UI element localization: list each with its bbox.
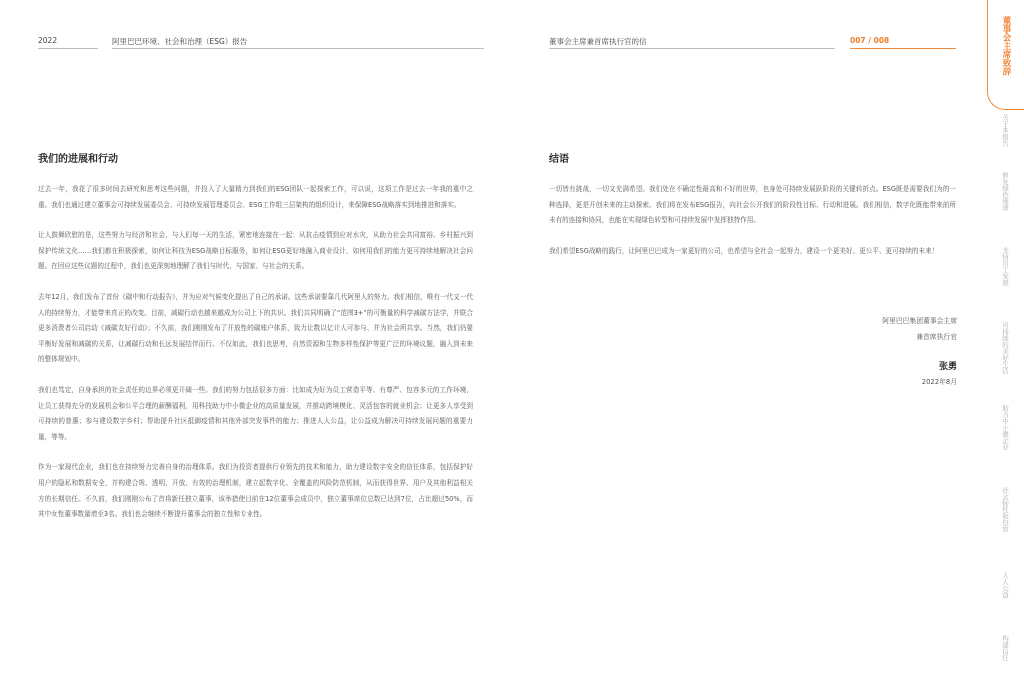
section-title: 董事会主席兼首席执行官的信 xyxy=(549,37,647,46)
header-rule-left-2 xyxy=(112,48,484,49)
side-nav xyxy=(987,0,1024,695)
side-nav-item-sustainable-life[interactable]: 可持续的美好生活 xyxy=(1001,322,1009,374)
side-nav-item-chairman-letter[interactable]: 董事会主席致辞 xyxy=(1001,16,1011,76)
side-nav-item-public-welfare[interactable]: 人人公益 xyxy=(1001,572,1009,598)
side-nav-item-green-earth[interactable]: 修复绿色地球 xyxy=(1001,172,1009,211)
side-nav-item-smb-support[interactable]: 助力中小微企业 xyxy=(1001,405,1009,451)
paragraph: 我们也笃定，自身承担的社会责任的边界必须更开阔一些。我们的努力包括很多方面：比如成为好为员工营造平等、有尊严、包容多元的工作环境，让员工获得充分的发展机会和公平合理的薪酬福利，用科技助力中小微企业的高质量发展，并推动跨境模化、灵活包容的就业机会；让更多人享受到可持续的普惠；参与建设数字乡村；帮助提升社区抵御疫情和其他外部突发事件的能力；推进人人公益，让公益成为解决可持续发展问题的重要力量，等等。 xyxy=(38,385,473,441)
right-column xyxy=(549,150,956,274)
signature-date: 2022年8月 xyxy=(921,378,957,386)
signature-organization: 阿里巴巴集团董事会主席 xyxy=(882,317,957,325)
report-title: 阿里巴巴环境、社会和治理（ESG）报告 xyxy=(112,37,248,46)
side-nav-item-build-trust[interactable]: 构建信任 xyxy=(1001,635,1009,661)
header-rule-left-1 xyxy=(38,48,98,49)
paragraph: 让人鼓舞欣慰的是，这些努力与经济和社会，与人们每一天的生活，紧密地连接在一起：从抗击疫情到应对水灾，从助力社会共同富裕、乡村振兴到保护传统文化……我们都在积极探索，如何让科技为ESG战略目标服务，如何让ESG更好地融入商业设计，如何用我们的能力更可持续地解决社会问题。在回应这些议题的过程中，我们也更深刻地理解了我们与时代、与国家、与社会的关系。 xyxy=(38,231,473,271)
report-year: 2022 xyxy=(38,36,58,45)
side-nav-item-about-report[interactable]: 关于本报告 xyxy=(1001,114,1009,147)
paragraph: 一切皆有挑战，一切又充满希望。我们处在不确定性最高和不好的世界，也身处可持续发展跃阶段的关键转折点。ESG既是需要我们为的一种选择，更是开创未来的主动探索。我们将在发布ESG报告，向社会公开我们的阶段性目标、行动和进展。我们相信，数字化既能带来前所未有的连接和协同，也能在实现绿色转型和可持续发展中发挥独特作用。 xyxy=(549,185,956,225)
signature-name: 张勇 xyxy=(938,362,957,372)
paragraph: 去年12月，我们发布了首份《碳中和行动报告》，并为应对气候变化提出了自己的承诺。这些承诺要靠几代阿里人的努力。我们相信，唯有一代又一代人的持续努力，才能带来真正的改变。目前，减碳行动也越来越成为公司上下的共识。我们共同明确了“范围3+”的可衡量的科学减碳方法学，并联合更多消费者公司启动《减碳友好行动》；不久前，我们刚刚发布了开放性的碳账户体系，致力让数以亿计人可参与、并为社会所共享。当然，我们仍要平衡好发展和减碳的关系，让减碳行动和长远发展结伴而行。不仅如此，我们也思考，自然资源和生物多样性保护等更广泛的环境议题，融入到未来的整体规划中。 xyxy=(38,292,473,364)
side-nav-item-employee-development[interactable]: 支持员工发展 xyxy=(1001,247,1009,286)
progress-heading: 我们的进展和行动 xyxy=(38,154,118,165)
paragraph: 作为一家现代企业，我们也在持续努力完善自身的治理体系。我们为投资者提供行业领先的技术和能力，助力建设数字安全的信任体系，包括保护好用户的隐私和数据安全，并构建合规、透明、开放、有效的治理机制，建立起数字化、全覆盖的风险防范机制，从而获得世界、用户及其他利益相关方的长期信任。不久前，我们刚刚公布了首将新任独立董事，该举措使目前在12位董事会成员中，独立董事席位总数已达到7位，占比超过50%，而其中女性董事数量增至3名。我们也会继续不断提升董事会的独立性和专业性。 xyxy=(38,463,473,519)
paragraph: 我们希望ESG战略的践行，让阿里巴巴成为一家更好的公司，也希望与全社会一起努力，建设一个更美好、更公平、更可持续的未来！ xyxy=(549,246,939,255)
side-nav-item-social-resilience[interactable]: 社会韧性和包容 xyxy=(1001,487,1009,533)
header-rule-right-1 xyxy=(549,48,835,49)
conclusion-heading: 结语 xyxy=(549,154,569,165)
signature-title: 兼首席执行官 xyxy=(916,333,957,341)
paragraph: 过去一年，我花了很多时间去研究和思考这些问题，并投入了大量精力到我们的ESG团队一起探索工作，可以说，这项工作是过去一年我的重中之重。我们也通过建立董事会可持续发展委员会、可持续发展管理委员会、ESG工作组三层架构的组织设计，来保障ESG战略落实到地推进和落实。 xyxy=(38,185,473,209)
header-rule-right-2 xyxy=(850,48,956,49)
page-number: 007 / 008 xyxy=(850,36,890,45)
left-column xyxy=(38,150,473,538)
